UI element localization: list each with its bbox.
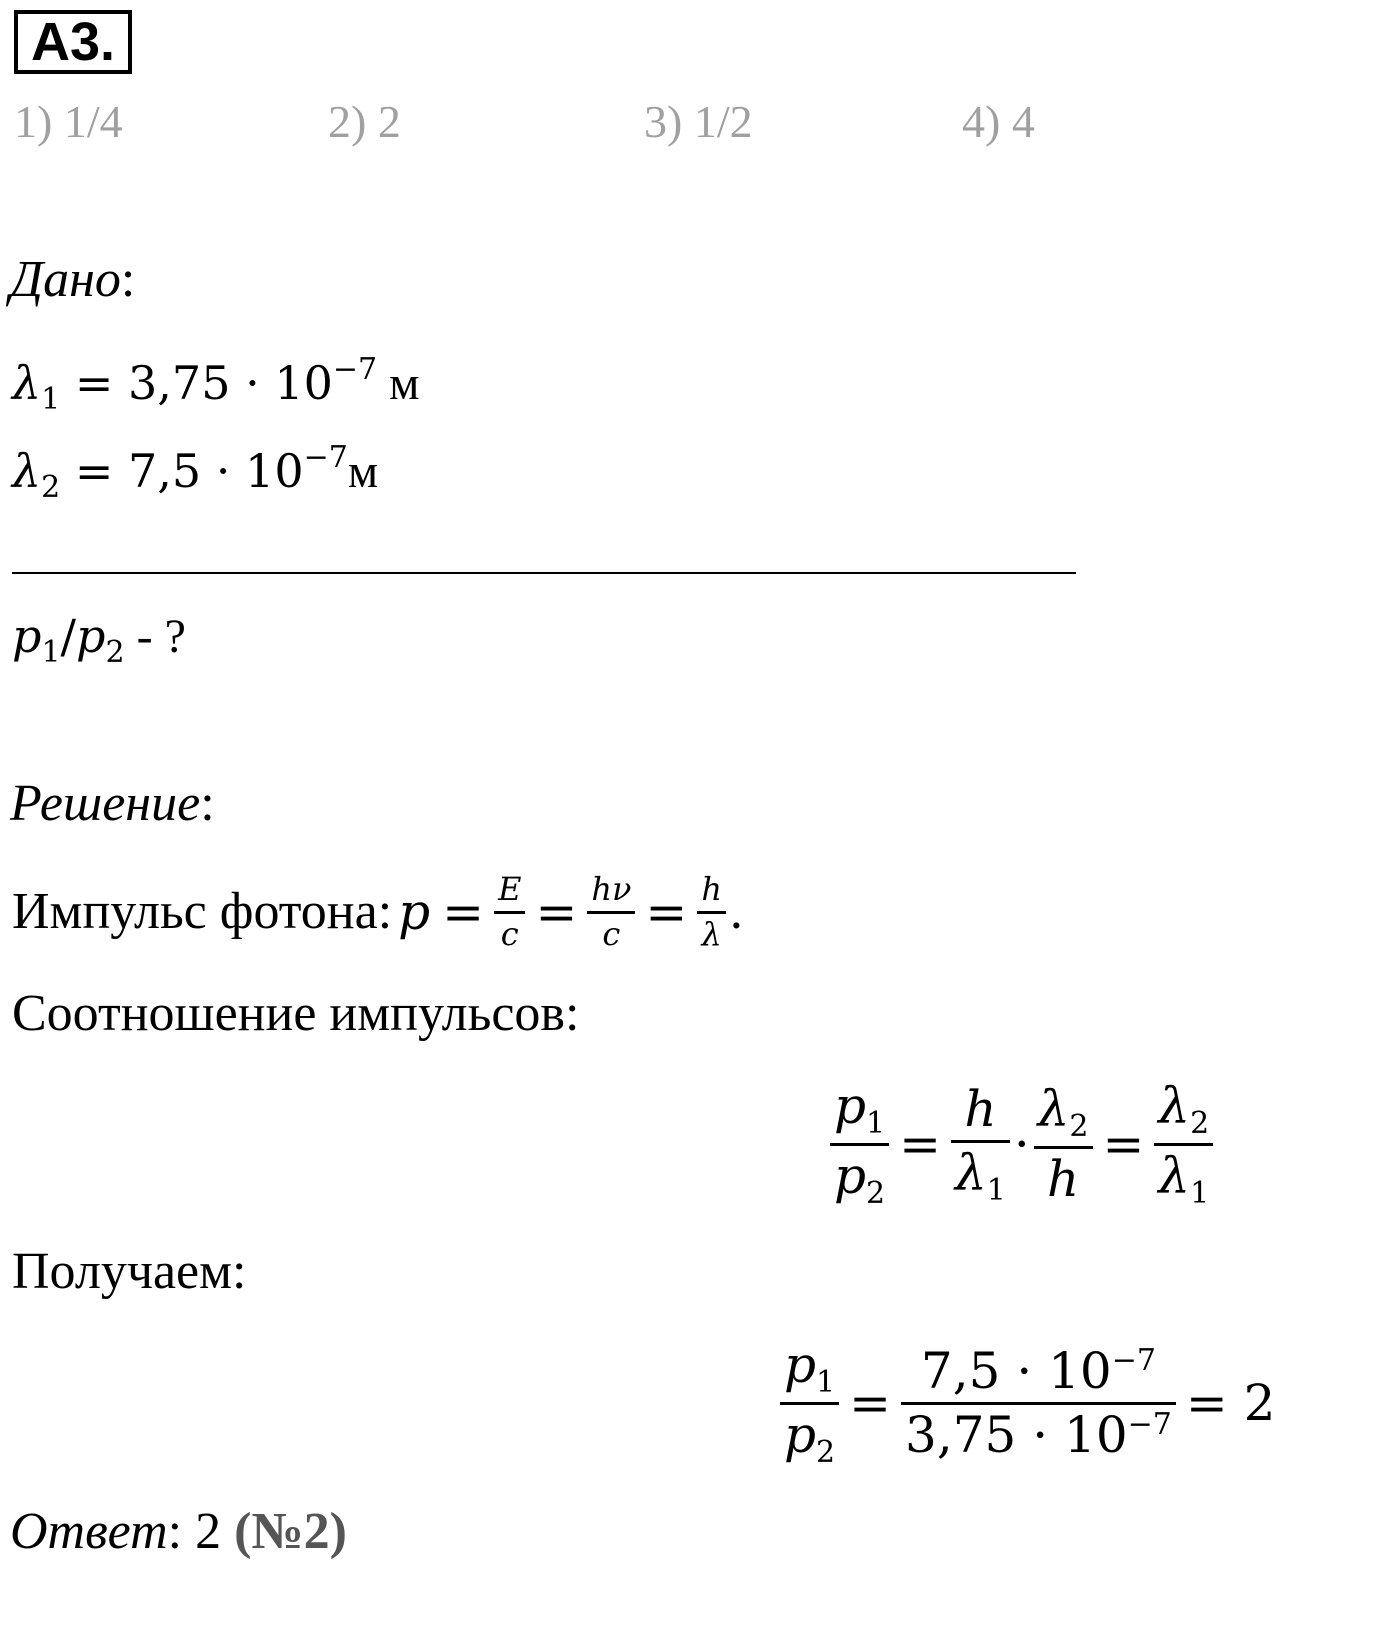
- given-label-text: Дано: [10, 251, 121, 308]
- frac3-den: λ: [701, 914, 722, 953]
- calc-numeric-fraction: [901, 1341, 1176, 1464]
- calc-num: 7,5 · 10: [920, 1341, 1112, 1400]
- lambda1-eq: = 3,75 · 10: [60, 356, 333, 410]
- fraction-hv-over-c: [587, 872, 635, 951]
- ratio-p1-over-p2: [830, 1076, 889, 1211]
- photon-period: .: [729, 883, 743, 940]
- lambda2-num-sub: 2: [1069, 1108, 1089, 1144]
- calc-p2-sub: 2: [816, 1434, 836, 1470]
- find-p1: p: [12, 609, 42, 663]
- lambda1-den-b: λ: [1158, 1146, 1191, 1205]
- ratio-h-over-lambda1: [951, 1079, 1010, 1208]
- ratio-text: Соотношение импульсов:: [12, 985, 580, 1042]
- find-p2: p: [76, 609, 106, 663]
- lambda2-h-bar: [1034, 1146, 1093, 1149]
- lambda1-den-sub: 1: [986, 1172, 1006, 1208]
- solution-label: [10, 772, 215, 836]
- lambda1-den-b-sub: 1: [1190, 1175, 1210, 1211]
- ratio-lambda2-over-h: [1034, 1079, 1093, 1208]
- calc-den-exp: −7: [1127, 1406, 1172, 1442]
- given-label: [10, 248, 135, 312]
- option-1: 1) 1/4: [14, 96, 123, 147]
- lambda2-exp: −7: [303, 440, 348, 475]
- option-3: 3) 1/2: [644, 96, 753, 147]
- result-text: Получаем:: [12, 1243, 247, 1300]
- find-p2-sub: 2: [105, 635, 125, 670]
- fraction-e-over-c: [494, 872, 525, 951]
- ratio-p1-sub: 1: [866, 1105, 886, 1141]
- lambda2-unit: м: [347, 445, 379, 498]
- fraction-h-over-lambda: [697, 872, 726, 951]
- calc-p2: p: [784, 1405, 817, 1464]
- calc-p1-sub: 1: [816, 1364, 836, 1400]
- given-divider: [12, 572, 1076, 574]
- lambda2-var: λ: [12, 444, 42, 498]
- photon-momentum-line: [12, 852, 743, 972]
- photon-text: Импульс фотона:: [12, 883, 393, 940]
- lambda2-sub: 2: [41, 470, 61, 505]
- answer-label: Ответ: [10, 1503, 168, 1560]
- answer-ref: (№2): [234, 1503, 347, 1560]
- ratio-dot: ·: [1013, 1115, 1030, 1173]
- solution-colon: :: [200, 775, 215, 832]
- given-lambda1: [12, 340, 419, 430]
- given-colon: :: [120, 251, 136, 308]
- option-4: 4) 4: [962, 96, 1035, 147]
- photon-eq-1: =: [442, 883, 485, 941]
- given-lambda2: [12, 428, 378, 518]
- h-num: h: [964, 1079, 997, 1138]
- calc-numeric-bar: [901, 1402, 1176, 1405]
- lambda1-den: λ: [955, 1143, 987, 1202]
- lambda2-eq: = 7,5 · 10: [60, 444, 304, 498]
- calc-p1-over-p2: [780, 1335, 839, 1470]
- frac2-num: hν: [591, 870, 632, 909]
- calc-den: 3,75 · 10: [905, 1405, 1128, 1464]
- photon-eq-2: =: [535, 883, 578, 941]
- ratio-equation: [826, 1064, 1217, 1224]
- calc-result: = 2: [1185, 1374, 1276, 1432]
- frac1-num: E: [498, 870, 522, 909]
- photon-p: p: [398, 883, 431, 941]
- calc-p1: p: [784, 1335, 817, 1394]
- lambda1-sub: 1: [41, 382, 61, 417]
- ratio-bar: [830, 1143, 889, 1146]
- answer-line: [10, 1500, 347, 1564]
- frac2-den: c: [602, 914, 621, 953]
- calc-equation: [776, 1318, 1282, 1488]
- answer-colon: :: [167, 1503, 183, 1560]
- ratio-p2: p: [834, 1146, 867, 1205]
- lambda2-num: λ: [1037, 1079, 1070, 1138]
- frac3-bar: [697, 911, 726, 914]
- lambda2-num-b-sub: 2: [1190, 1105, 1210, 1141]
- find-p1-sub: 1: [41, 635, 61, 670]
- answer-value: 2: [182, 1503, 235, 1560]
- option-2: 2) 2: [328, 96, 401, 147]
- ratio-eq-1: =: [899, 1115, 942, 1173]
- lambda-ratio-bar: [1154, 1143, 1213, 1146]
- ratio-eq-2: =: [1102, 1115, 1145, 1173]
- frac1-bar: [494, 911, 525, 914]
- calc-p-bar: [780, 1402, 839, 1405]
- photon-eq-3: =: [645, 883, 688, 941]
- frac3-num: h: [701, 870, 722, 909]
- ratio-p1: p: [834, 1076, 867, 1135]
- h-den: h: [1047, 1149, 1080, 1208]
- problem-number: А3.: [14, 10, 132, 74]
- find-line: [12, 606, 186, 683]
- frac1-den: c: [500, 914, 519, 953]
- solution-label-text: Решение: [10, 775, 201, 832]
- lambda1-var: λ: [12, 356, 42, 410]
- calc-eq: =: [849, 1374, 892, 1432]
- ratio-p2-sub: 2: [866, 1175, 886, 1211]
- frac2-bar: [587, 911, 635, 914]
- calc-num-exp: −7: [1111, 1342, 1156, 1378]
- lambda2-num-b: λ: [1158, 1076, 1191, 1135]
- lambda1-unit: м: [377, 357, 420, 410]
- h-bar: [951, 1140, 1010, 1143]
- find-question: - ?: [124, 610, 186, 663]
- lambda1-exp: −7: [332, 352, 378, 387]
- find-slash: /: [60, 609, 77, 663]
- ratio-lambda2-over-lambda1: [1154, 1076, 1213, 1211]
